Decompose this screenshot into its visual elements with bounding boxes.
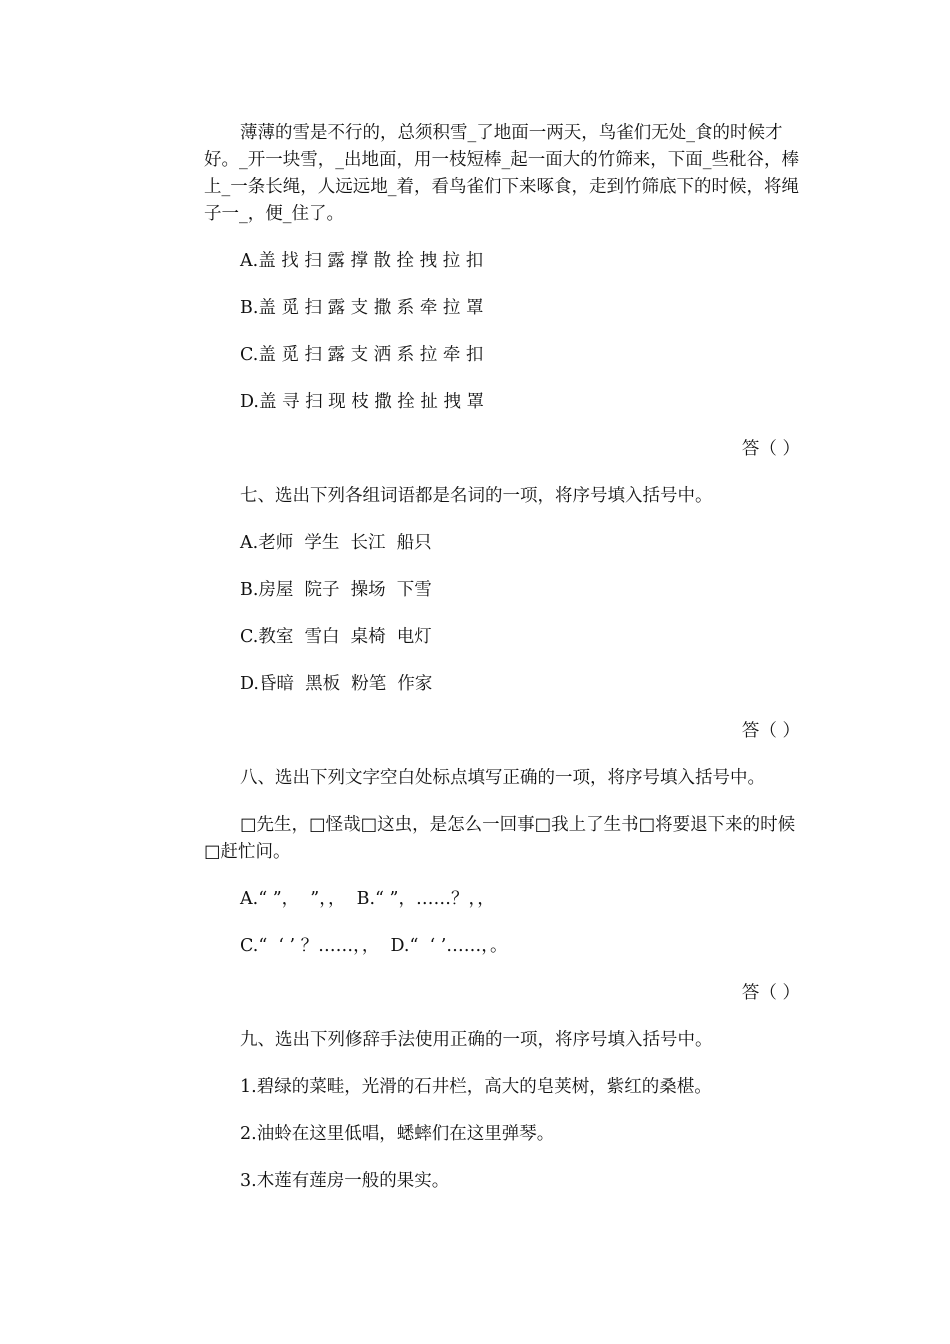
q7-option-d: D.昏暗 黑板 粉笔 作家 bbox=[240, 674, 433, 694]
q7-option-b: B.房屋 院子 操场 下雪 bbox=[240, 580, 432, 600]
q8-options-ab: A.“ ”， ”，， B.“ ”，……？，， bbox=[240, 889, 495, 909]
q9-item-2: 2.油蛉在这里低唱，蟋蟀们在这里弹琴。 bbox=[240, 1124, 555, 1144]
q8-answer-blank: 答（ ） bbox=[741, 983, 800, 1003]
document-page bbox=[204, 120, 808, 1195]
q8-passage: □先生，□怪哉□这虫，是怎么一回事□我上了生书□将要退下来的时候□赶忙问。 bbox=[204, 815, 796, 862]
q6-option-c: C.盖 觅 扫 露 支 洒 系 拉 牵 扣 bbox=[240, 345, 484, 365]
q6-option-a: A.盖 找 扫 露 撑 散 拴 拽 拉 扣 bbox=[240, 251, 484, 271]
q9-item-3: 3.木莲有莲房一般的果实。 bbox=[240, 1171, 450, 1191]
q8-title: 八、选出下列文字空白处标点填写正确的一项，将序号填入括号中。 bbox=[240, 768, 765, 788]
q8-options-cd: C.“ ‘ ’ ？……，， D.“ ‘ ’……，。 bbox=[240, 936, 508, 956]
q6-option-b: B.盖 觅 扫 露 支 撒 系 牵 拉 罩 bbox=[240, 298, 484, 318]
q9-item-1: 1.碧绿的菜畦，光滑的石井栏，高大的皂荚树，紫红的桑椹。 bbox=[240, 1077, 712, 1097]
q6-answer-blank: 答（ ） bbox=[741, 439, 800, 459]
q7-answer-blank: 答（ ） bbox=[741, 721, 800, 741]
q7-option-c: C.教室 雪白 桌椅 电灯 bbox=[240, 627, 432, 647]
q7-option-a: A.老师 学生 长江 船只 bbox=[240, 533, 432, 553]
q6-option-d: D.盖 寻 扫 现 枝 撒 拴 扯 拽 罩 bbox=[240, 392, 485, 412]
q7-title: 七、选出下列各组词语都是名词的一项，将序号填入括号中。 bbox=[240, 486, 713, 506]
q9-title: 九、选出下列修辞手法使用正确的一项，将序号填入括号中。 bbox=[240, 1030, 713, 1050]
q6-passage: 薄薄的雪是不行的，总须积雪_了地面一两天，鸟雀们无处_食的时候才好。_开一块雪，_出地面，用一枝短棒_起一面大的竹筛来，下面_些秕谷，棒上_一条长绳，人远远地_着，看鸟雀们下来啄食，走到竹筛底下的时候，将绳子一_，便_住了。 bbox=[204, 123, 799, 224]
